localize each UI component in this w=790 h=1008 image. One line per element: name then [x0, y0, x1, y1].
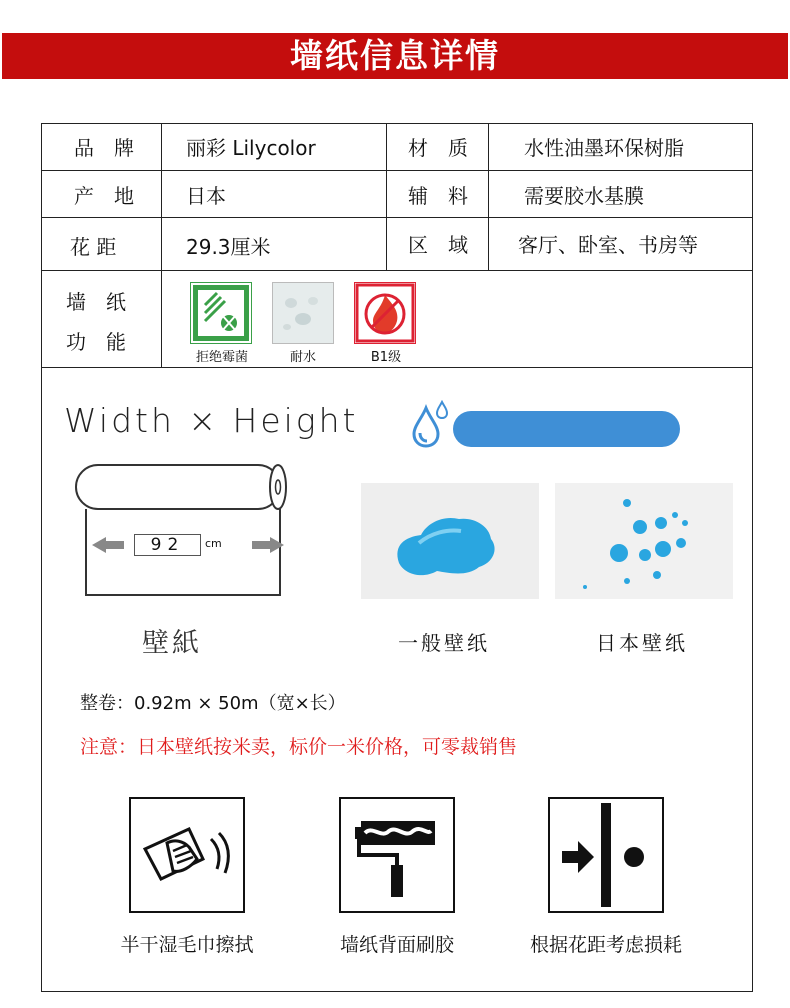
spec-label-accessory: 辅 料: [408, 184, 468, 208]
spec-label-brand: 品 牌: [74, 136, 134, 160]
spec-value-accessory: 需要胶水基膜: [524, 184, 644, 208]
table-divider: [42, 217, 752, 218]
table-divider: [42, 170, 752, 171]
spec-label-material: 材 质: [408, 136, 468, 160]
page-title: 墙纸信息详情: [290, 36, 500, 75]
function-label-line2: 功 能: [66, 330, 126, 354]
anti-mold-caption: 拒绝霉菌: [195, 350, 248, 365]
spec-value-material: 水性油墨环保树脂: [524, 136, 684, 160]
table-divider: [42, 367, 752, 368]
roll-caption: 壁紙: [142, 628, 202, 659]
spec-label-area: 区 域: [408, 233, 468, 257]
spec-value-area: 客厅、卧室、书房等: [518, 233, 698, 257]
width-unit: cm: [205, 537, 222, 550]
anti-mold-icon: [190, 282, 252, 344]
roll-size-info: 整卷：0.92m × 50m（宽×长）: [80, 693, 346, 714]
table-divider: [386, 124, 387, 270]
spec-value-origin: 日本: [186, 184, 226, 208]
sale-notice: 注意：日本壁纸按米卖，标价一米价格，可零裁销售: [80, 736, 518, 758]
paint-roller-icon: [339, 797, 455, 913]
table-divider: [488, 124, 489, 270]
table-divider: [161, 124, 162, 367]
wipe-cloth-icon: [129, 797, 245, 913]
water-bar: [453, 411, 680, 447]
table-divider: [42, 270, 752, 271]
product-detail-frame: [41, 123, 753, 992]
general-wallpaper-caption: 一般壁纸: [398, 631, 490, 655]
function-label-line1: 墙 纸: [66, 290, 126, 314]
width-value: 92: [134, 534, 201, 556]
spec-label-origin: 产 地: [74, 184, 134, 208]
general-wallpaper-sample: [361, 483, 539, 599]
japan-wallpaper-sample: [555, 483, 733, 599]
fire-retardant-icon: [354, 282, 416, 344]
spec-value-pattern: 29.3厘米: [186, 235, 271, 259]
japan-wallpaper-caption: 日本壁纸: [596, 631, 688, 655]
wallpaper-roll-illustration: [72, 461, 292, 603]
tip-caption-glue: 墙纸背面刷胶: [339, 934, 454, 956]
spec-value-brand: 丽彩 Lilycolor: [186, 136, 316, 160]
fire-retardant-caption: B1级: [370, 350, 402, 365]
spec-label-pattern: 花 距: [70, 235, 117, 259]
dimension-title: Width × Height: [64, 401, 359, 440]
page-title-banner: [2, 33, 788, 79]
water-resistant-icon: [272, 282, 334, 344]
tip-caption-pattern: 根据花距考虑损耗: [529, 934, 682, 956]
water-drop-icon: [410, 400, 454, 448]
water-resistant-caption: 耐水: [289, 350, 316, 365]
pattern-align-icon: [548, 797, 664, 913]
tip-caption-wipe: 半干湿毛巾擦拭: [120, 934, 254, 956]
